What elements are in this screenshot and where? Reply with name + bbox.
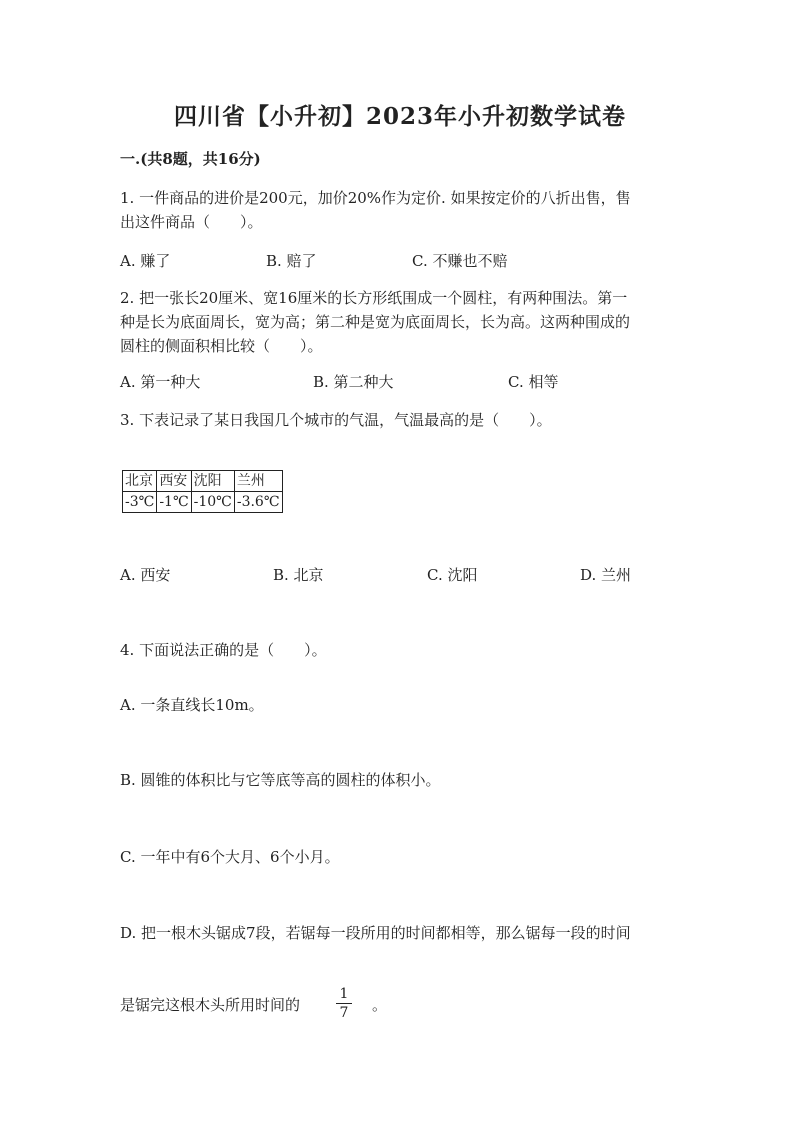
question-4-option-a: A. 一条直线长10m。 [120,696,264,714]
question-4-option-b: B. 圆锥的体积比与它等底等高的圆柱的体积小。 [120,771,441,789]
question-2-option-a: A. 第一种大 [120,373,201,391]
question-1-line-2: 出这件商品（ ）。 [120,213,263,231]
table-cell: -3℃ [123,492,157,513]
question-3-option-a: A. 西安 [120,566,171,584]
table-row [123,471,283,492]
temperature-table [122,470,283,513]
fraction-denominator: 7 [339,1005,349,1021]
question-3-option-c: C. 沈阳 [427,566,478,584]
table-cell: -1℃ [157,492,191,513]
table-cell: -10℃ [191,492,234,513]
question-1-option-c: C. 不赚也不赔 [412,252,508,270]
question-2-option-c: C. 相等 [508,373,559,391]
fraction-numerator: 1 [339,986,349,1002]
section-heading: 一.(共8题，共16分) [120,150,261,168]
question-4-option-c: C. 一年中有6个大月、6个小月。 [120,848,340,866]
question-1-option-a: A. 赚了 [120,252,171,270]
table-cell: -3.6℃ [234,492,282,513]
page-title: 四川省【小升初】2023年小升初数学试卷 [173,103,626,130]
fraction-bar [336,1003,352,1004]
question-2-line-1: 2. 把一张长20厘米、宽16厘米的长方形纸围成一个圆柱，有两种围法。第一 [120,289,628,307]
question-4-option-d: D. 把一根木头锯成7段，若锯每一段所用的时间都相等，那么锯每一段的时间 [120,924,631,942]
question-4-end-mark: 。 [372,996,388,1014]
question-1-option-b: B. 赔了 [266,252,317,270]
question-2-line-3: 圆柱的侧面积相比较（ ）。 [120,337,323,355]
question-2-line-2: 种是长为底面周长，宽为高；第二种是宽为底面周长，长为高。这两种围成的 [120,313,631,331]
question-4-line-1: 4. 下面说法正确的是（ ）。 [120,641,327,659]
question-3-option-d: D. 兰州 [580,566,632,584]
question-1-line-1: 1. 一件商品的进价是200元，加价20%作为定价. 如果按定价的八折出售，售 [120,189,631,207]
table-row [123,492,283,513]
question-3-line-1: 3. 下表记录了某日我国几个城市的气温，气温最高的是（ ）。 [120,411,552,429]
table-header-cell: 西安 [157,471,191,492]
question-2-option-b: B. 第二种大 [313,373,394,391]
question-3-option-b: B. 北京 [273,566,324,584]
fraction [334,986,354,1021]
table-header-cell: 北京 [123,471,157,492]
table-header-cell: 沈阳 [191,471,234,492]
table-header-cell: 兰州 [234,471,282,492]
question-4-option-d-continuation: 是锯完这根木头所用时间的 [120,996,301,1014]
